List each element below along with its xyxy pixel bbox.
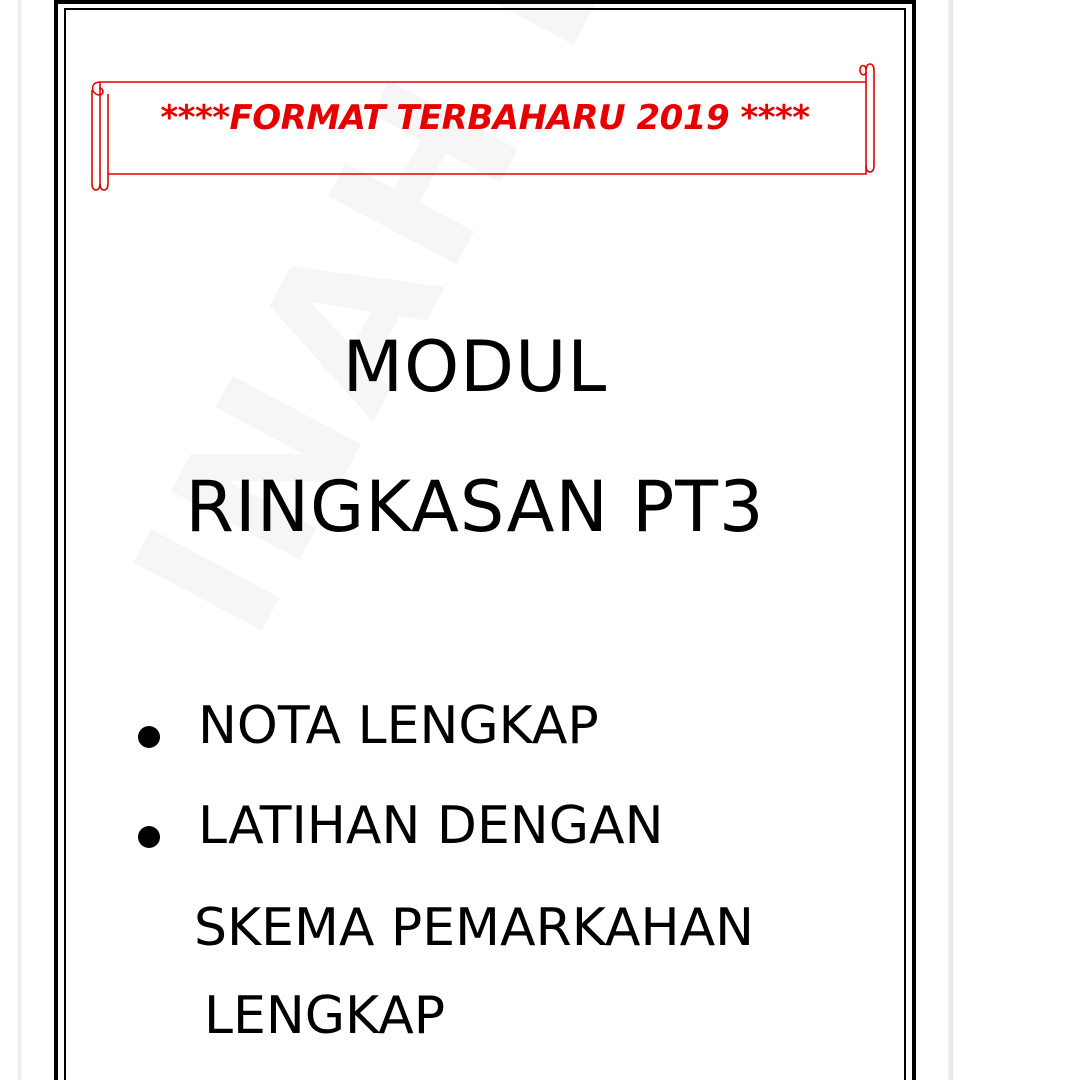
title-line-1: MODUL xyxy=(342,326,608,408)
list-item-text: LATIHAN DENGAN xyxy=(198,796,664,856)
title-line-2: RINGKASAN PT3 xyxy=(185,466,765,548)
bullet-icon xyxy=(138,726,160,748)
list-item-continuation: SKEMA PEMARKAHAN xyxy=(194,898,755,958)
list-item-text: NOTA LENGKAP xyxy=(198,696,599,756)
banner-heading: ****FORMAT TERBAHARU 2019 **** xyxy=(160,98,810,138)
bullet-icon xyxy=(138,826,160,848)
list-item-continuation: LENGKAP xyxy=(204,986,446,1046)
